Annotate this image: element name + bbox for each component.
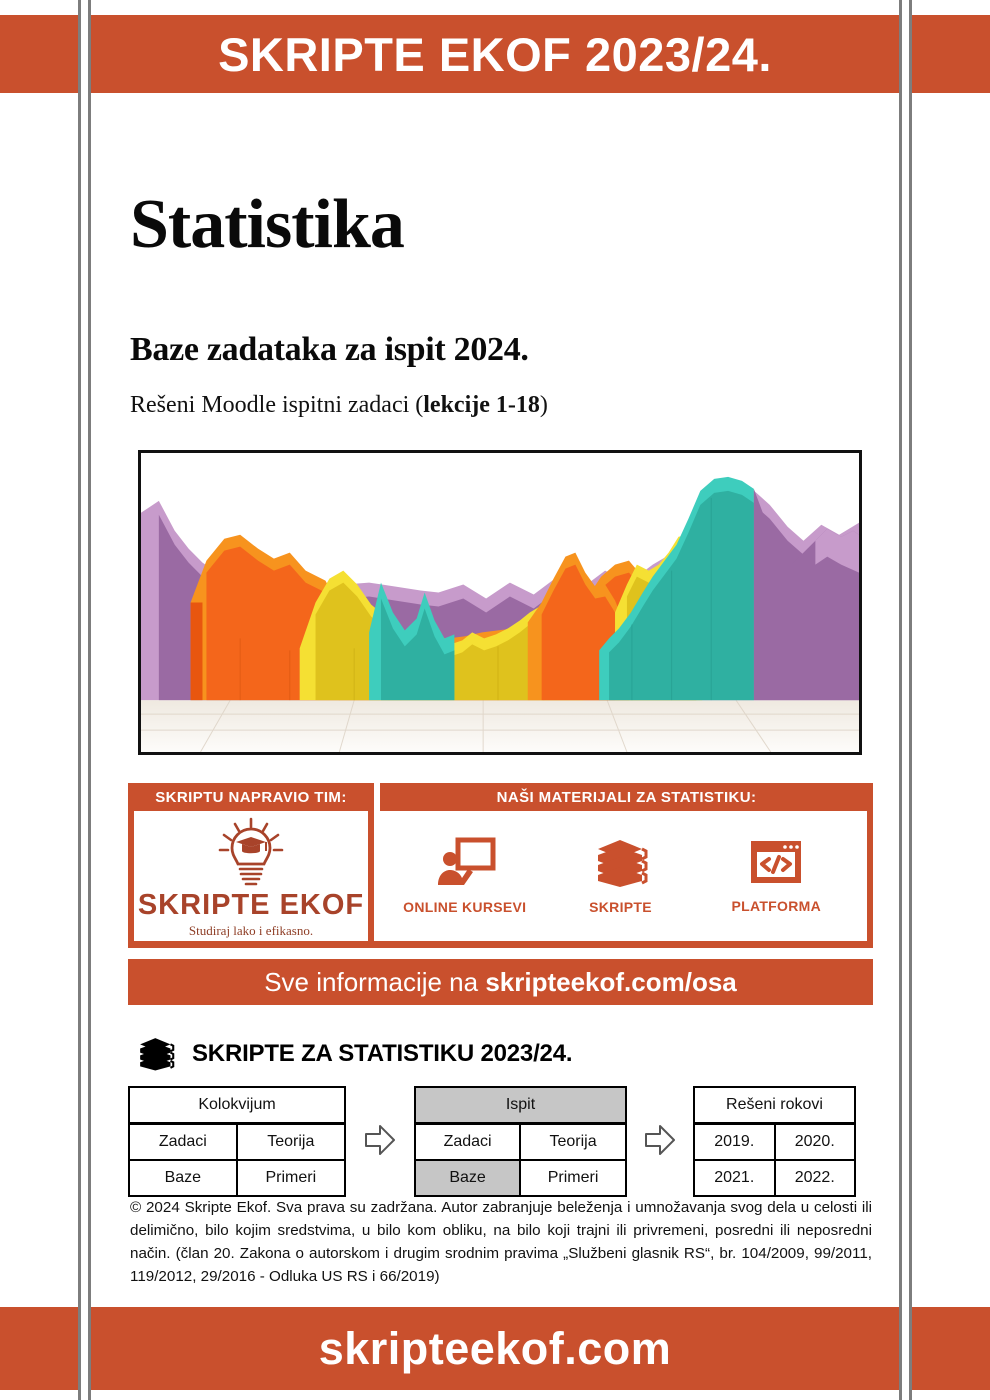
table-cell: 2021. (694, 1160, 775, 1196)
code-window-icon (747, 838, 805, 888)
logo-cell (134, 811, 374, 941)
scripts-heading-text: SKRIPTE ZA STATISTIKU 2023/24. (192, 1040, 573, 1067)
info-bar-link[interactable]: skripteekof.com/osa (485, 966, 737, 997)
table-header-cell: Rešeni rokovi (694, 1087, 855, 1124)
table-cell: Primeri (520, 1160, 626, 1196)
window-dots (783, 845, 799, 849)
table-ispit (414, 1086, 627, 1197)
page-subtitle: Baze zadataka za ispit 2024. (130, 331, 529, 368)
brand-logo (138, 813, 364, 939)
footer-banner (0, 1307, 990, 1390)
material-online-kursevi[interactable] (390, 837, 540, 915)
left-inner-rule (88, 0, 91, 1400)
tagline-bold: lekcije 1-18 (423, 392, 540, 418)
header-title: SKRIPTE EKOF 2023/24. (218, 27, 772, 81)
table-header-cell: Ispit (415, 1087, 626, 1124)
tagline-prefix: Rešeni Moodle ispitni zadaci ( (130, 392, 424, 418)
books-stack-icon (592, 837, 650, 889)
arrow-2-container (627, 1086, 693, 1194)
strip-footer-bar (128, 941, 873, 948)
table-reseni-rokovi (693, 1086, 856, 1197)
graduation-cap (236, 837, 266, 853)
materials-cell (374, 811, 867, 941)
table-cell: 2019. (694, 1124, 775, 1161)
table-cell: 2022. (775, 1160, 856, 1196)
teacher-head (443, 852, 457, 866)
logo-slogan: Studiraj lako i efikasno. (188, 923, 314, 938)
table-header-cell: Kolokvijum (129, 1087, 345, 1124)
tagline-suffix: ) (539, 392, 548, 418)
info-bar-prefix: Sve informacije na (264, 966, 486, 997)
right-arrow-icon (643, 1123, 677, 1157)
table-row (694, 1160, 855, 1196)
table-row (415, 1124, 626, 1161)
header-banner (0, 15, 990, 93)
table-row (415, 1160, 626, 1196)
table-cell-highlighted: Baze (415, 1160, 520, 1196)
material-label: ONLINE KURSEVI (403, 899, 527, 915)
table-row (129, 1124, 345, 1161)
info-bar[interactable] (128, 959, 873, 1005)
page-tagline (130, 392, 548, 419)
teacher-body-arm (438, 869, 473, 885)
team-header-cell (128, 783, 374, 811)
table-row (129, 1087, 345, 1124)
team-header-label: SKRIPTU NAPRAVIO TIM: (155, 788, 347, 806)
material-label: PLATFORMA (731, 898, 822, 914)
right-rule-gap (902, 0, 909, 1400)
chart-floor (141, 700, 859, 752)
presentation-teacher-icon (434, 837, 496, 889)
bulb-base (240, 869, 262, 884)
copyright-text: © 2024 Skripte Ekof. Sva prava su zadržana. Autor zabranjuje beleženja i umnožavanja svog dela u celosti ili delimično, bilo kojim sredstvima, u bilo kom obliku, na bilo koji trajni ili privremeni, posredni ili neposredni način. (član 20. Zakona o autorskom i drugim srodnim pravima „Službeni glasnik RS“, br. 104/2009, 99/2011, 119/2012, 29/2016 - Odluka US RS i 66/2019) (130, 1199, 872, 1286)
table-row (129, 1160, 345, 1196)
left-outer-rule (78, 0, 81, 1400)
books-stack-icon (136, 1036, 176, 1072)
right-outer-rule (909, 0, 912, 1400)
chart-illustration (138, 450, 862, 755)
table-cell: Teorija (520, 1124, 626, 1161)
logo-wordmark: SKRIPTE EKOF (137, 889, 365, 921)
stacked-area-chart (141, 453, 859, 752)
table-row (694, 1124, 855, 1161)
page-title: Statistika (130, 186, 404, 263)
strip-body (128, 811, 873, 941)
table-cell: Baze (129, 1160, 237, 1196)
table-cell: Teorija (237, 1124, 345, 1161)
orange-edge (191, 603, 203, 701)
table-row (415, 1087, 626, 1124)
strip-headers (128, 783, 873, 811)
left-rule-gap (81, 0, 88, 1400)
arrow-1-container (346, 1086, 414, 1194)
materials-header-label: NAŠI MATERIJALI ZA STATISTIKU: (496, 788, 757, 806)
materials-header-cell (380, 783, 873, 811)
table-cell: 2020. (775, 1124, 856, 1161)
scripts-section-heading (136, 1036, 572, 1072)
right-arrow-icon (363, 1123, 397, 1157)
table-kolokvijum (128, 1086, 346, 1197)
table-cell: Primeri (237, 1160, 345, 1196)
right-inner-rule (899, 0, 902, 1400)
table-row (694, 1087, 855, 1124)
material-skripte[interactable] (546, 837, 696, 915)
table-cell: Zadaci (415, 1124, 520, 1161)
lightbulb-graduation-icon (212, 817, 290, 889)
table-cell: Zadaci (129, 1124, 237, 1161)
material-label: SKRIPTE (589, 899, 652, 915)
team-materials-strip (128, 783, 873, 948)
material-platforma[interactable] (701, 838, 851, 914)
scripts-tables-row (128, 1086, 873, 1197)
info-bar-text (264, 967, 737, 998)
footer-title: skripteekof.com (318, 1322, 672, 1374)
